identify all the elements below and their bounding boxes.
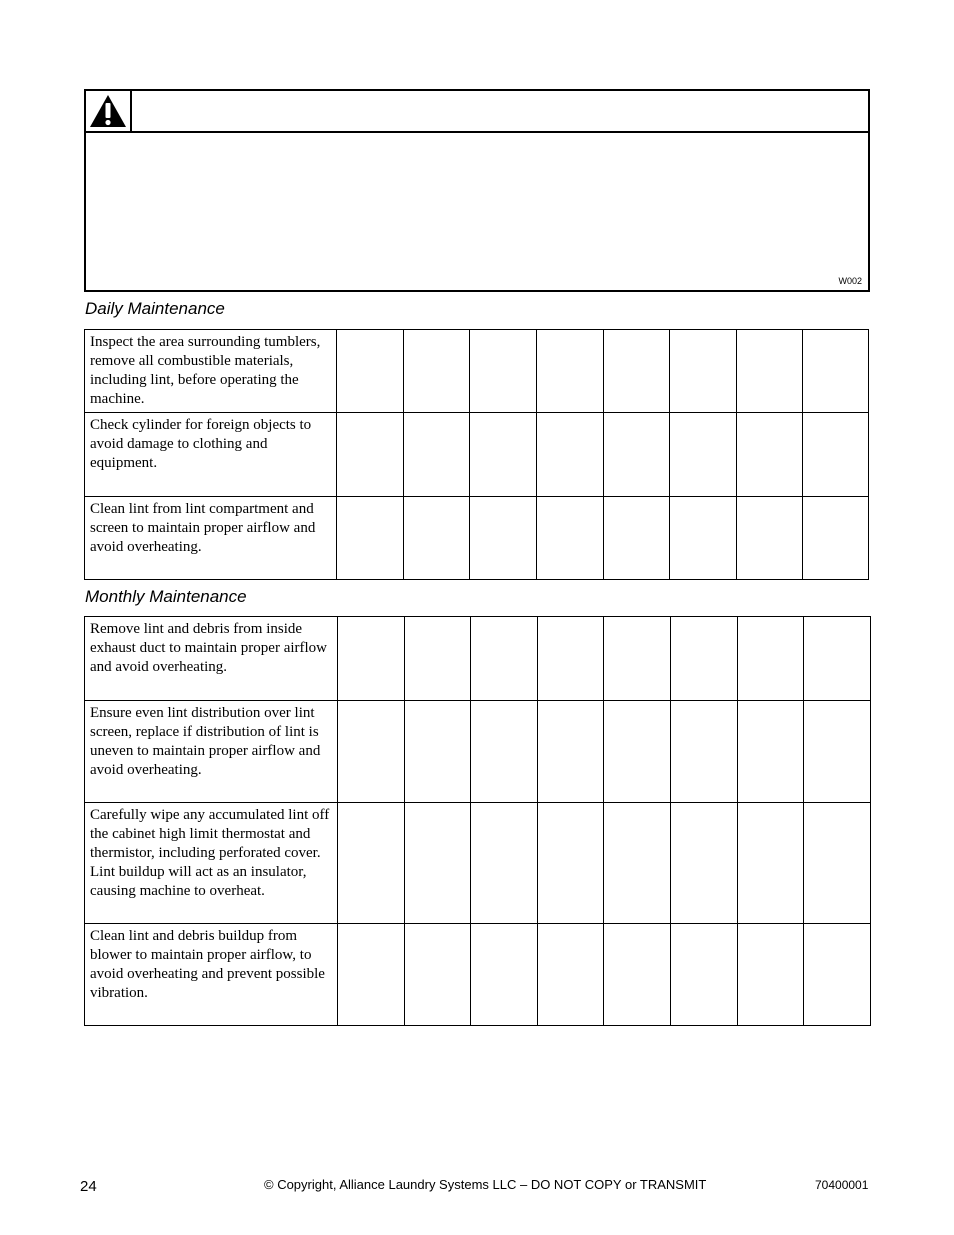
check-cell	[804, 803, 871, 924]
check-cell	[404, 330, 470, 413]
check-cell	[337, 497, 404, 580]
task-cell: Inspect the area surrounding tumblers, remove all combustible materials, including lint, before operating the machine.	[85, 330, 337, 413]
check-cell	[405, 617, 471, 701]
warning-icon-cell	[86, 91, 132, 131]
check-cell	[671, 617, 738, 701]
table-row	[85, 497, 869, 580]
daily-maintenance-table	[84, 329, 869, 580]
check-cell	[470, 413, 537, 497]
table-row	[85, 413, 869, 497]
task-cell: Clean lint and debris buildup from blower to maintain proper airflow, to avoid overheating and prevent possible vibration.	[85, 924, 338, 1026]
check-cell	[670, 330, 737, 413]
check-cell	[538, 617, 604, 701]
check-cell	[604, 330, 670, 413]
check-cell	[671, 803, 738, 924]
table-row	[85, 701, 871, 803]
daily-maintenance-title: Daily Maintenance	[85, 299, 225, 318]
check-cell	[604, 617, 671, 701]
check-cell	[537, 497, 604, 580]
monthly-maintenance-table	[84, 616, 871, 1026]
check-cell	[337, 413, 404, 497]
page-number: 24	[80, 1178, 97, 1195]
check-cell	[604, 413, 670, 497]
check-cell	[604, 497, 670, 580]
table-row	[85, 330, 869, 413]
check-cell	[738, 803, 804, 924]
check-cell	[538, 924, 604, 1026]
check-cell	[338, 803, 405, 924]
check-cell	[404, 497, 470, 580]
check-cell	[537, 413, 604, 497]
check-cell	[804, 617, 871, 701]
task-cell: Carefully wipe any accumulated lint off the cabinet high limit thermostat and thermistor, including perforated cover. Lint buildup will act as an insulator, causing machine to overheat.	[85, 803, 338, 924]
check-cell	[604, 701, 671, 803]
check-cell	[738, 617, 804, 701]
check-cell	[604, 803, 671, 924]
check-cell	[405, 924, 471, 1026]
check-cell	[538, 803, 604, 924]
check-cell	[737, 413, 803, 497]
check-cell	[737, 497, 803, 580]
copyright-notice: © Copyright, Alliance Laundry Systems LLC – DO NOT COPY or TRANSMIT	[264, 1177, 707, 1192]
check-cell	[470, 330, 537, 413]
monthly-maintenance-title: Monthly Maintenance	[85, 587, 247, 606]
task-cell: Check cylinder for foreign objects to avoid damage to clothing and equipment.	[85, 413, 337, 497]
check-cell	[737, 330, 803, 413]
check-cell	[337, 330, 404, 413]
check-cell	[670, 497, 737, 580]
warning-triangle-icon	[89, 94, 127, 128]
document-number: 70400001	[815, 1178, 869, 1192]
check-cell	[470, 497, 537, 580]
check-cell	[670, 413, 737, 497]
check-cell	[803, 497, 869, 580]
check-cell	[471, 924, 538, 1026]
check-cell	[738, 924, 804, 1026]
warning-code: W002	[838, 276, 862, 286]
check-cell	[537, 330, 604, 413]
warning-box	[84, 89, 870, 292]
task-cell: Remove lint and debris from inside exhaust duct to maintain proper airflow and avoid overheating.	[85, 617, 338, 701]
check-cell	[338, 701, 405, 803]
check-cell	[405, 701, 471, 803]
check-cell	[405, 803, 471, 924]
check-cell	[671, 701, 738, 803]
check-cell	[538, 701, 604, 803]
check-cell	[804, 924, 871, 1026]
table-row	[85, 617, 871, 701]
warning-header	[86, 91, 868, 133]
table-row	[85, 924, 871, 1026]
check-cell	[404, 413, 470, 497]
check-cell	[803, 330, 869, 413]
check-cell	[671, 924, 738, 1026]
check-cell	[803, 413, 869, 497]
check-cell	[738, 701, 804, 803]
check-cell	[604, 924, 671, 1026]
task-cell: Clean lint from lint compartment and screen to maintain proper airflow and avoid overheating.	[85, 497, 337, 580]
table-row	[85, 803, 871, 924]
task-cell: Ensure even lint distribution over lint screen, replace if distribution of lint is uneven to maintain proper airflow and avoid overheating.	[85, 701, 338, 803]
check-cell	[471, 803, 538, 924]
check-cell	[471, 617, 538, 701]
check-cell	[804, 701, 871, 803]
check-cell	[338, 924, 405, 1026]
check-cell	[471, 701, 538, 803]
check-cell	[338, 617, 405, 701]
